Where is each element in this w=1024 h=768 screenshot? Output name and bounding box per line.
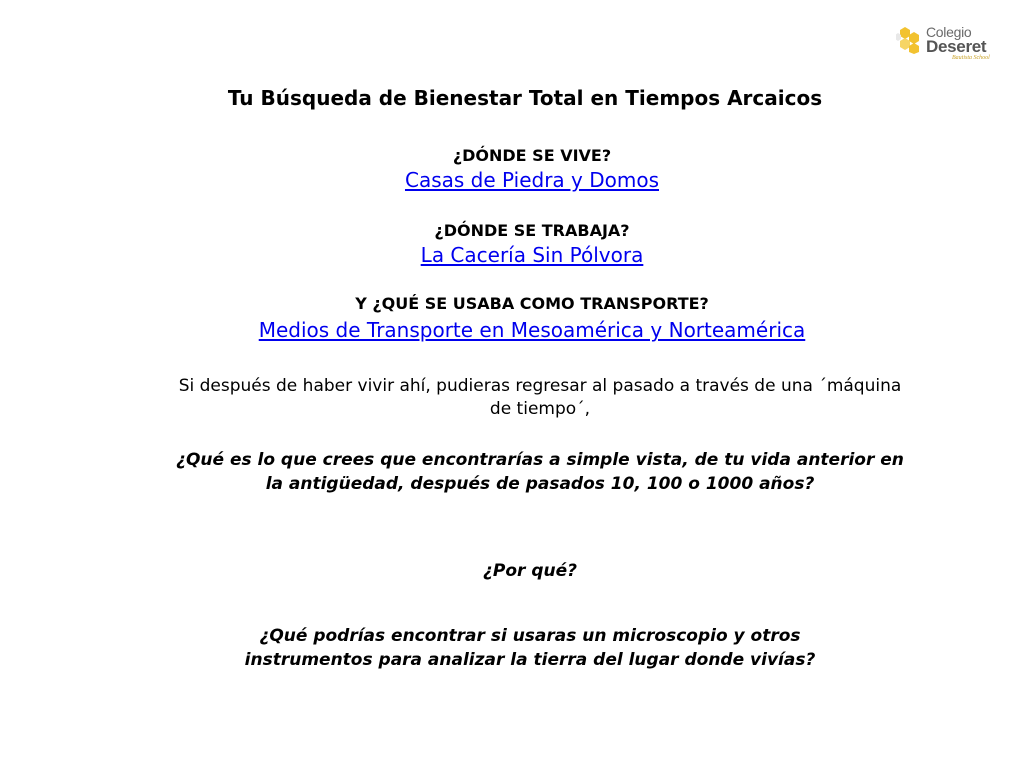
link-caceria-sin-polvora[interactable]: La Cacería Sin Pólvora: [420, 243, 644, 267]
link-casas-de-piedra[interactable]: Casas de Piedra y Domos: [404, 168, 659, 192]
school-logo: [896, 22, 1006, 66]
question-where-work: ¿DÓNDE SE TRABAJA?: [434, 221, 630, 240]
logo-line3: Bautista School: [952, 55, 990, 61]
question-what-would-you-find: ¿Qué es lo que crees que encontrarías a simple vista, de tu vida anterior en la antigüedad, después de pasados 10, 100 o 1000 años?: [176, 450, 904, 494]
link-medios-de-transporte[interactable]: Medios de Transporte en Mesoamérica y Norteamérica: [258, 318, 806, 342]
logo-hexagons-icon: [896, 24, 926, 54]
logo-line1: Colegio: [926, 24, 972, 40]
question-why: ¿Por qué?: [483, 561, 577, 581]
question-transport: Y ¿QUÉ SE USABA COMO TRANSPORTE?: [355, 294, 709, 313]
logo-line2: Deseret: [926, 37, 987, 56]
time-machine-paragraph: Si después de haber vivir ahí, pudieras regresar al pasado a través de una ´máquina de tiempo´,: [178, 376, 902, 419]
page-title: Tu Búsqueda de Bienestar Total en Tiempos Arcaicos: [227, 86, 823, 110]
question-where-live: ¿DÓNDE SE VIVE?: [452, 146, 612, 165]
question-microscope: ¿Qué podrías encontrar si usaras un microscopio y otros instrumentos para analizar la tierra del lugar donde vivías?: [244, 626, 816, 670]
